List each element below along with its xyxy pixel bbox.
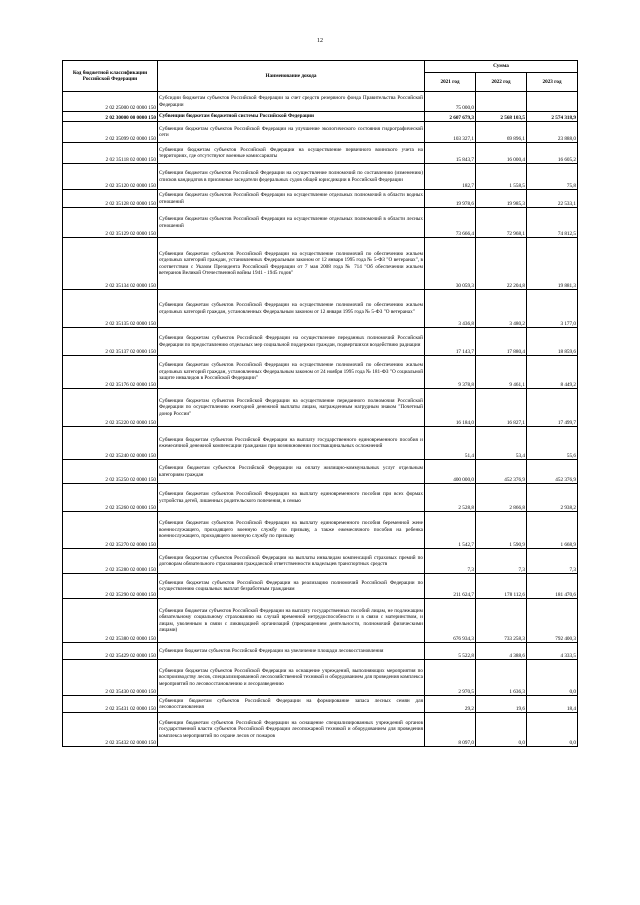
row-name: Субвенции бюджетам субъектов Российской Федерации на выплату государственных пособий лицам, не подлежащим обязательному социальному страхованию на случай временной нетрудоспособности и в связи с материнством, и лицам, уволенным в связи с ликвидацией организаций (прекращением деятельности, полномочий физическими лицами) [158, 599, 425, 643]
row-value-2022: 9 461,1 [475, 356, 526, 389]
row-name: Субвенции бюджетам субъектов Российской Федерации на осуществление отдельных полномочий в области водных отношений [158, 190, 425, 208]
row-value-2021: 182,7 [424, 164, 475, 190]
row-name: Субвенции бюджетам субъектов Российской Федерации на осуществление первичного воинского учета на территориях, где отсутствуют военные комиссариаты [158, 143, 425, 164]
page-number: 12 [317, 38, 323, 44]
row-value-2022: 16 000,4 [475, 143, 526, 164]
row-code: 2 02 35280 02 0000 150 [63, 549, 158, 574]
row-value-2023: 2 574 318,9 [526, 112, 577, 122]
table-row [63, 460, 578, 484]
row-value-2023: 1 668,9 [526, 512, 577, 549]
row-value-2023: 74 812,5 [526, 208, 577, 238]
table-row [63, 713, 578, 747]
row-value-2021: 15 843,7 [424, 143, 475, 164]
row-name: Субвенции бюджетам субъектов Российской Федерации на выплату единовременного пособия при всех формах устройства детей, лишенных родительского попечения, в семью [158, 484, 425, 512]
row-name: Субвенции бюджетам субъектов Российской Федерации на оснащение учреждений, выполняющих мероприятия по воспроизводству лесов, специализированной лесохозяйственной техникой и оборудованием для проведения комплекса мероприятий по лесовосстановлению и лесоразведению [158, 660, 425, 696]
row-value-2022: 69 896,1 [475, 122, 526, 143]
row-name: Субвенции бюджетам субъектов Российской Федерации на осуществление переданного полномочия Российской Федерации по осуществлению ежегодной денежной выплаты лицам, награжденным нагрудным знаком "Почетный донор России" [158, 389, 425, 427]
row-value-2022: 19 985,3 [475, 190, 526, 208]
table-body [63, 92, 578, 747]
row-code: 2 02 35260 02 0000 150 [63, 484, 158, 512]
row-value-2023: 19 881,3 [526, 238, 577, 290]
row-value-2023: 7,3 [526, 549, 577, 574]
row-value-2021: 9 378,8 [424, 356, 475, 389]
table-row [63, 290, 578, 328]
row-code: 2 02 35129 02 0000 150 [63, 208, 158, 238]
table-row [63, 427, 578, 460]
row-value-2023: 0,0 [526, 660, 577, 696]
header-year-2021: 2021 год [424, 73, 475, 92]
row-value-2021: 19 978,6 [424, 190, 475, 208]
row-value-2021: 2 970,5 [424, 660, 475, 696]
row-value-2022: 72 968,1 [475, 208, 526, 238]
row-code: 2 02 35290 02 0000 150 [63, 574, 158, 599]
row-value-2021: 8 097,0 [424, 713, 475, 747]
row-name: Субвенции бюджетам бюджетной системы Российской Федерации [158, 112, 425, 122]
row-value-2021: 676 934,3 [424, 599, 475, 643]
row-name: Субсидии бюджетам субъектов Российской Федерации за счет средств резервного фонда Правительства Российской Федерации [158, 92, 425, 112]
row-code: 2 02 35240 02 0000 150 [63, 427, 158, 460]
row-value-2022: 2 866,8 [475, 484, 526, 512]
row-name: Субвенции бюджетам субъектов Российской Федерации на оплату жилищно-коммунальных услуг отдельным категориям граждан [158, 460, 425, 484]
row-code: 2 02 35134 02 0000 150 [63, 238, 158, 290]
row-name: Субвенции бюджетам субъектов Российской Федерации на формирование запаса лесных семян для лесовосстановления [158, 696, 425, 713]
row-value-2021: 2 528,8 [424, 484, 475, 512]
row-name: Субвенции бюджетам субъектов Российской Федерации на улучшение экологического состояния гидрографической сети [158, 122, 425, 143]
row-value-2022: 7,3 [475, 549, 526, 574]
table-row [63, 574, 578, 599]
table-row [63, 599, 578, 643]
row-value-2021: 1 542,7 [424, 512, 475, 549]
table-row [63, 112, 578, 122]
row-value-2021: 73 666,4 [424, 208, 475, 238]
row-value-2022: 16 827,1 [475, 389, 526, 427]
table-row [63, 356, 578, 389]
row-code: 2 02 35120 02 0000 150 [63, 164, 158, 190]
table-row [63, 328, 578, 356]
row-name: Субвенции бюджетам субъектов Российской Федерации на увеличение площади лесовосстановления [158, 643, 425, 660]
row-code: 2 02 35137 02 0000 150 [63, 328, 158, 356]
row-value-2021: 400 000,0 [424, 460, 475, 484]
header-year-2022: 2022 год [475, 73, 526, 92]
table-row [63, 92, 578, 112]
row-value-2023: 16 605,2 [526, 143, 577, 164]
row-code: 2 02 35432 02 0000 150 [63, 713, 158, 747]
header-year-2023: 2023 год [526, 73, 577, 92]
row-value-2022: 178 112,6 [475, 574, 526, 599]
row-value-2022: 17 880,4 [475, 328, 526, 356]
row-code: 2 02 35270 02 0000 150 [63, 512, 158, 549]
row-value-2021: 30 059,3 [424, 238, 475, 290]
header-sum: Сумма [424, 61, 577, 73]
row-value-2023: 4 333,5 [526, 643, 577, 660]
row-code: 2 02 35220 02 0000 150 [63, 389, 158, 427]
row-value-2023: 8 449,2 [526, 356, 577, 389]
row-value-2021: 29,2 [424, 696, 475, 713]
table-row [63, 549, 578, 574]
row-value-2022: 4 388,6 [475, 643, 526, 660]
row-value-2023 [526, 92, 577, 112]
row-code: 2 02 35429 02 0000 150 [63, 643, 158, 660]
row-value-2023: 18 859,6 [526, 328, 577, 356]
row-value-2023: 0,0 [526, 713, 577, 747]
table-row [63, 512, 578, 549]
table-row [63, 696, 578, 713]
row-value-2023: 2 938,2 [526, 484, 577, 512]
row-value-2023: 452 376,9 [526, 460, 577, 484]
row-code: 2 02 35431 02 0000 150 [63, 696, 158, 713]
row-value-2022: 53,4 [475, 427, 526, 460]
table-row [63, 143, 578, 164]
row-value-2023: 55,6 [526, 427, 577, 460]
row-code: 2 02 35176 02 0000 150 [63, 356, 158, 389]
row-value-2022: 1 636,3 [475, 660, 526, 696]
header-name: Наименование дохода [158, 61, 425, 92]
row-value-2022: 452 376,9 [475, 460, 526, 484]
table-row [63, 643, 578, 660]
table-row [63, 164, 578, 190]
table-row [63, 238, 578, 290]
row-value-2021: 211 624,7 [424, 574, 475, 599]
row-name: Субвенции бюджетам субъектов Российской Федерации на выплату единовременного пособия беременной жене военнослужащего, проходящего военную службу по призыву, а также ежемесячного пособия на ребенка военнослужащего, проходящего военную службу по призыву [158, 512, 425, 549]
row-value-2023: 18,4 [526, 696, 577, 713]
row-name: Субвенции бюджетам субъектов Российской Федерации на осуществление полномочий по составлению (изменению) списков кандидатов в присяжные заседатели федеральных судов общей юрисдикции в Российской Федерации [158, 164, 425, 190]
row-value-2021: 2 607 679,3 [424, 112, 475, 122]
row-value-2022: 733 258,3 [475, 599, 526, 643]
row-value-2021: 7,3 [424, 549, 475, 574]
row-code: 2 02 30000 00 0000 150 [63, 112, 158, 122]
row-code: 2 02 35250 02 0000 150 [63, 460, 158, 484]
table-row [63, 122, 578, 143]
row-name: Субвенции бюджетам субъектов Российской Федерации на осуществление переданных полномочий Российской Федерации по предоставлению отдельных мер социальной поддержки граждан, подвергшихся воздействию радиации [158, 328, 425, 356]
row-value-2023: 75,8 [526, 164, 577, 190]
row-name: Субвенции бюджетам субъектов Российской Федерации на реализацию полномочий Российской Федерации по осуществлению социальных выплат безработным гражданам [158, 574, 425, 599]
row-value-2022: 1 590,9 [475, 512, 526, 549]
row-value-2021: 103 327,1 [424, 122, 475, 143]
table-row [63, 484, 578, 512]
row-value-2023: 792 400,3 [526, 599, 577, 643]
row-name: Субвенции бюджетам субъектов Российской Федерации на осуществление полномочий по обеспечению жильем отдельных категорий граждан, установленных Федеральным законом от 12 января 1995 года № 5-ФЗ "О ветеранах", в соответствии с Указом Президента Российской Федерации от 7 мая 2008 года № 714 "Об обеспечении жильем ветеранов Великой Отечественной войны 1941 - 1945 годов" [158, 238, 425, 290]
header-code: Код бюджетной классификации Российской Федерации [63, 61, 158, 92]
row-value-2021: 16 184,0 [424, 389, 475, 427]
row-name: Субвенции бюджетам субъектов Российской Федерации на выплаты инвалидам компенсаций страховых премий по договорам обязательного страхования гражданской ответственности владельцев транспортных средств [158, 549, 425, 574]
row-value-2021: 5 522,8 [424, 643, 475, 660]
row-code: 2 02 35128 02 0000 150 [63, 190, 158, 208]
row-value-2022: 0,0 [475, 713, 526, 747]
row-code: 2 02 35380 02 0000 150 [63, 599, 158, 643]
row-value-2021: 51,4 [424, 427, 475, 460]
row-value-2021: 3 436,8 [424, 290, 475, 328]
row-code: 2 02 35430 02 0000 150 [63, 660, 158, 696]
row-code: 2 02 35099 02 0000 150 [63, 122, 158, 143]
row-name: Субвенции бюджетам субъектов Российской Федерации на оснащение специализированных учреждений органов государственной власти субъектов Российской Федерации лесопожарной техникой и оборудованием для проведения комплекса мероприятий по охране лесов от пожаров [158, 713, 425, 747]
row-value-2022: 3 480,2 [475, 290, 526, 328]
row-value-2023: 181 470,6 [526, 574, 577, 599]
row-value-2023: 17 499,7 [526, 389, 577, 427]
row-code: 2 02 25000 02 0000 150 [63, 92, 158, 112]
row-value-2023: 22 533,1 [526, 190, 577, 208]
table-row [63, 208, 578, 238]
table-row [63, 190, 578, 208]
row-value-2022: 2 568 103,5 [475, 112, 526, 122]
row-value-2021: 75 000,0 [424, 92, 475, 112]
row-name: Субвенции бюджетам субъектов Российской Федерации на осуществление полномочий по обеспечению жильем отдельных категорий граждан, установленных Федеральным законом от 12 января 1995 года № 5-ФЗ "О ветеранах" [158, 290, 425, 328]
row-code: 2 02 35135 02 0000 150 [63, 290, 158, 328]
table-row [63, 389, 578, 427]
row-value-2022: 22 204,8 [475, 238, 526, 290]
table-row [63, 660, 578, 696]
row-name: Субвенции бюджетам субъектов Российской Федерации на осуществление отдельных полномочий в области лесных отношений [158, 208, 425, 238]
row-value-2021: 17 143,7 [424, 328, 475, 356]
row-value-2023: 23 888,0 [526, 122, 577, 143]
row-value-2023: 3 177,0 [526, 290, 577, 328]
row-name: Субвенции бюджетам субъектов Российской Федерации на выплату государственного единовременного пособия и ежемесячной денежной компенсации гражданам при возникновении поствакцинальных осложнений [158, 427, 425, 460]
row-value-2022: 19,6 [475, 696, 526, 713]
row-name: Субвенции бюджетам субъектов Российской Федерации на осуществление полномочий по обеспечению жильем отдельных категорий граждан, установленных Федеральным законом от 24 ноября 1995 года № 181-ФЗ "О социальной защите инвалидов в Российской Федерации" [158, 356, 425, 389]
row-value-2022: 1 558,5 [475, 164, 526, 190]
budget-table [62, 60, 578, 747]
row-value-2022 [475, 92, 526, 112]
row-code: 2 02 35118 02 0000 150 [63, 143, 158, 164]
